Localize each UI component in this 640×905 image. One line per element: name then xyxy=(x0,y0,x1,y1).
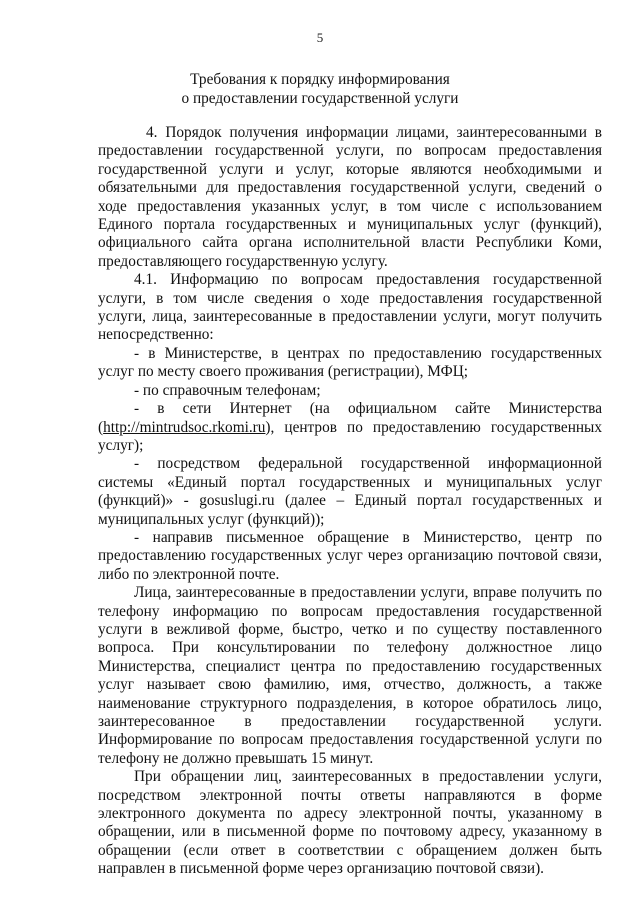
section-title-line-1: Требования к порядку информирования xyxy=(190,71,450,88)
list-item-internet-text-start: - в сети Интернет (на официальном сайте Министерства ( xyxy=(98,400,602,436)
list-item-portal: - посредством федеральной государственной информационной системы «Единый портал государственных и муниципальных услуг (функций)» - gosuslugi.ru (далее – Единый портал государственных и муниципальных услуг (функций)); xyxy=(98,455,602,528)
paragraph-email-response: При обращении лиц, заинтересованных в предоставлении услуги, посредством электронной почты ответы направляются в форме электронного документа по адресу электронной почты, указанному в обращении, или в письменной форме по почтовому адресу, указанному в обращении (если ответ в соответствии с обращением должен быть направлен в письменной форме через организацию почтовой связи). xyxy=(98,768,602,878)
section-title-line-2: о предоставлении государственной услуги xyxy=(181,90,459,107)
ministry-website-link[interactable]: http://mintrudsoc.rkomi.ru xyxy=(103,418,266,436)
list-item-internet xyxy=(98,400,602,455)
document-body xyxy=(98,124,602,879)
paragraph-4-1: 4.1. Информацию по вопросам предоставления государственной услуги, в том числе сведения о ходе предоставления государственной услуги, лица, заинтересованные в предоставлении услуги, могут получить непосредственно: xyxy=(98,271,602,344)
list-item-internet-text-end: ), центров по предоставлению государственных услуг); xyxy=(98,418,602,454)
paragraph-phone-consultation: Лица, заинтересованные в предоставлении услуги, вправе получить по телефону информацию по вопросам предоставления государственной услуги в вежливой форме, быстро, четко и по существу поставленного вопроса. При консультировании по телефону должностное лицо Министерства, специалист центра по предоставлению государственных услуг называет свою фамилию, имя, отчество, должность, а также наименование структурного подразделения, в которое обратилось лицо, заинтересованное в предоставлении государственной услуги. Информирование по вопросам предоставления государственной услуги по телефону не должно превышать 15 минут. xyxy=(98,584,602,767)
list-item-ministry: - в Министерстве, в центрах по предоставлению государственных услуг по месту своего проживания (регистрации), МФЦ; xyxy=(98,344,602,381)
paragraph-4: 4. Порядок получения информации лицами, заинтересованными в предоставлении государственной услуги, по вопросам предоставления государственной услуги и услуг, которые являются необходимыми и обязательными для предоставления государственной услуги, сведений о ходе предоставления указанных услуг, в том числе с использованием Единого портала государственных и муниципальных услуг (функций), официального сайта органа исполнительной власти Республики Коми, предоставляющего государственную услугу. xyxy=(98,124,602,270)
list-item-written-request: - направив письменное обращение в Министерство, центр по предоставлению государственных услуг через организацию почтовой связи, либо по электронной почте. xyxy=(98,528,602,583)
section-title xyxy=(0,70,640,108)
list-item-phones: - по справочным телефонам; xyxy=(134,381,321,399)
page-number: 5 xyxy=(316,30,324,45)
